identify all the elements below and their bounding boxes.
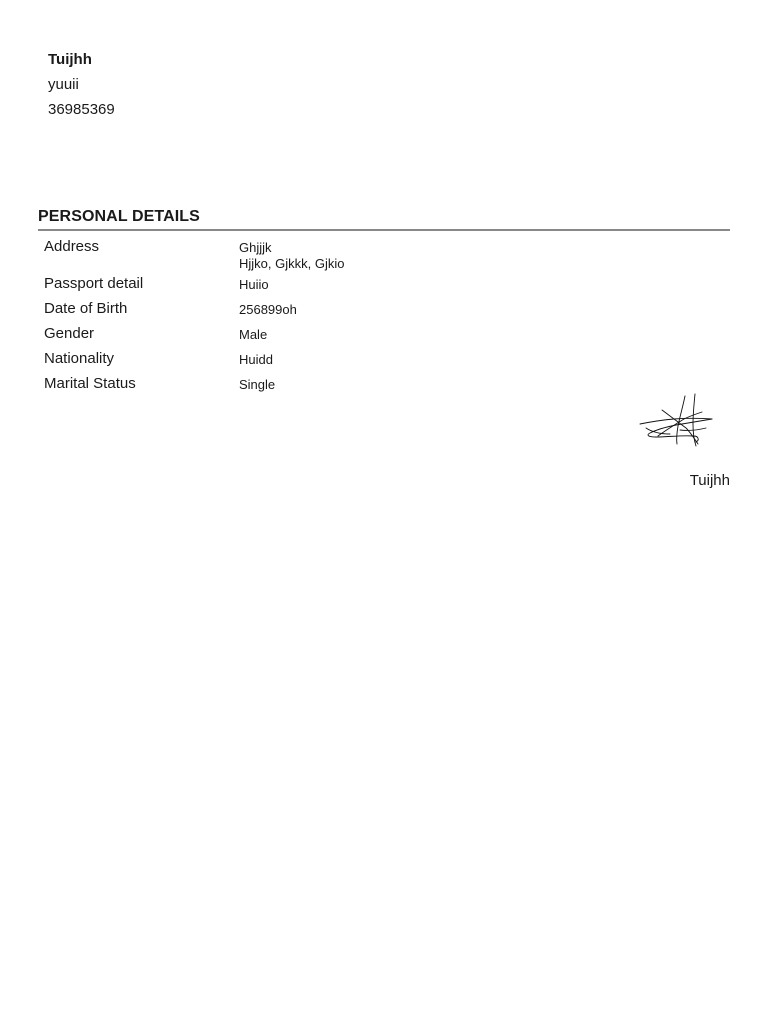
detail-value: Single [239, 377, 276, 392]
detail-value: 256899oh [239, 302, 297, 317]
detail-value [239, 237, 344, 272]
detail-label: Marital Status [44, 375, 136, 392]
applicant-header [48, 50, 115, 125]
detail-row-nationality [38, 349, 730, 374]
detail-row-passport [38, 274, 730, 299]
signer-name: Tuijhh [689, 472, 730, 489]
detail-row-date-of-birth [38, 299, 730, 324]
address-line-2: Hjjko, Gjkkk, Gjkio [239, 256, 345, 271]
detail-value: Huiio [239, 277, 269, 292]
applicant-phone: 36985369 [48, 101, 115, 118]
signature-image [636, 392, 716, 450]
detail-label: Gender [44, 325, 95, 342]
detail-value: Male [239, 327, 268, 342]
detail-label: Passport detail [44, 275, 144, 292]
detail-label: Address [44, 238, 100, 255]
applicant-name: Tuijhh [48, 51, 92, 68]
detail-label: Nationality [44, 350, 115, 367]
detail-row-gender [38, 324, 730, 349]
detail-row-address [38, 237, 730, 274]
applicant-line-1: yuuii [48, 76, 79, 93]
address-line-1: Ghjjjk [239, 240, 272, 255]
section-title: PERSONAL DETAILS [38, 206, 730, 231]
detail-label: Date of Birth [44, 300, 128, 317]
detail-row-marital-status [38, 374, 730, 399]
detail-value: Huidd [239, 352, 273, 367]
personal-details-list [38, 237, 730, 399]
personal-details-section [38, 206, 730, 399]
